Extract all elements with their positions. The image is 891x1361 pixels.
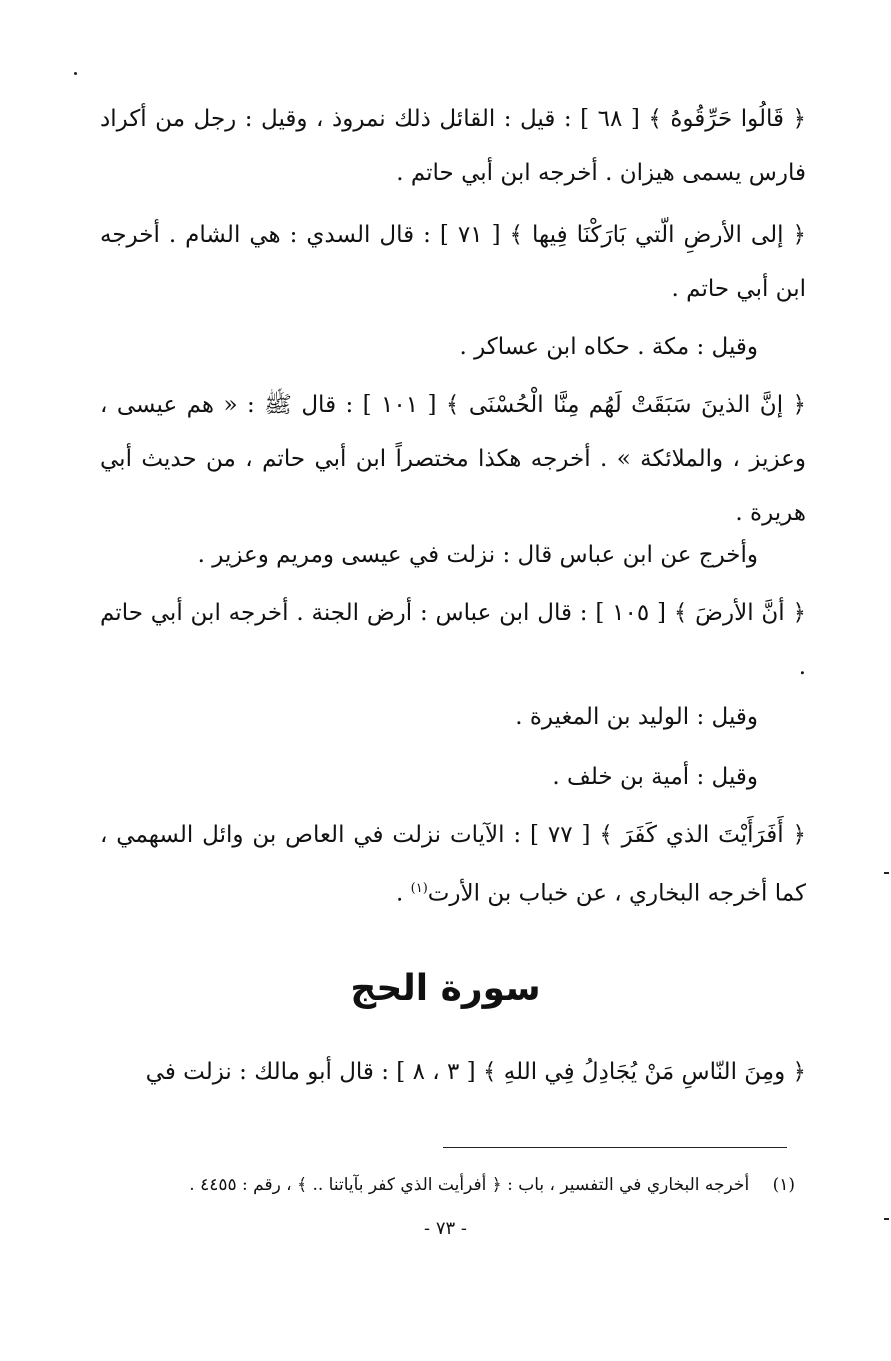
paragraph-3: [100, 320, 806, 374]
paragraph-7: [100, 690, 806, 744]
paragraph-6: [100, 586, 806, 694]
footnote: [140, 1170, 795, 1200]
paragraph-4-text: ﴿ إنَّ الذينَ سَبَقَتْ لَهُم مِنَّا الْحُسْنَى ﴾ [ ١٠١ ] : قال ﷺ : « هم عيسى ، وعزيز ، والملائكة » . أخرجه هكذا مختصراً ابن أبي حاتم ، من حديث أبي هريرة .: [100, 392, 806, 526]
paragraph-5: [100, 528, 806, 582]
paragraph-6-text: ﴿ أنَّ الأرضَ ﴾ [ ١٠٥ ] : قال ابن عباس : أرض الجنة . أخرجه ابن أبي حاتم .: [100, 600, 806, 680]
paragraph-9-text: ﴿ أَفَرَأَيْتَ الذي كَفَرَ ﴾ [ ٧٧ ] : الآيات نزلت في العاص بن وائل السهمي ، كما أخرجه البخاري ، عن خباب بن الأرت: [100, 822, 806, 907]
paragraph-2: [100, 208, 806, 316]
surah-title: سورة الحج: [350, 968, 541, 1009]
paragraph-9: [100, 808, 806, 921]
paragraph-10-text: ﴿ ومِنَ النّاسِ مَنْ يُجَادِلُ فِي اللهِ ﴾ [ ٣ ، ٨ ] : قال أبو مالك : نزلت في: [145, 1059, 806, 1085]
paragraph-3-text: وقيل : مكة . حكاه ابن عساكر .: [459, 334, 758, 360]
footnote-text: أخرجه البخاري في التفسير ، باب : ﴿ أفرأيت الذي كفر بآياتنا .. ﴾ ، رقم : ٤٤٥٥ .: [189, 1175, 750, 1195]
scan-speck: [74, 72, 77, 75]
edge-mark-upper: [884, 872, 889, 874]
paragraph-1: [100, 92, 806, 200]
paragraph-9-tail: .: [396, 880, 411, 907]
paragraph-1-text: ﴿ قَالُوا حَرِّقُوهُ ﴾ [ ٦٨ ] : قيل : القائل ذلك نمروذ ، وقيل : رجل من أكراد فارس يسمى هيزان . أخرجه ابن أبي حاتم .: [100, 106, 807, 186]
footnote-reference: (١): [410, 881, 428, 896]
paragraph-2-text: ﴿ إلى الأرضِ الّتي بَارَكْنَا فِيها ﴾ [ ٧١ ] : قال السدي : هي الشام . أخرجه ابن أبي حاتم .: [100, 222, 806, 302]
paragraph-10: [100, 1045, 806, 1099]
paragraph-7-text: وقيل : الوليد بن المغيرة .: [515, 704, 758, 730]
paragraph-8-text: وقيل : أمية بن خلف .: [552, 764, 758, 790]
page-number: - ٧٣ -: [424, 1218, 467, 1239]
footnote-number: (١): [772, 1175, 795, 1195]
paragraph-4: [100, 378, 806, 540]
paragraph-8: [100, 750, 806, 804]
paragraph-5-text: وأخرج عن ابن عباس قال : نزلت في عيسى ومريم وعزير .: [197, 542, 758, 568]
footnote-divider: [443, 1147, 787, 1148]
edge-mark-lower: [884, 1218, 889, 1220]
